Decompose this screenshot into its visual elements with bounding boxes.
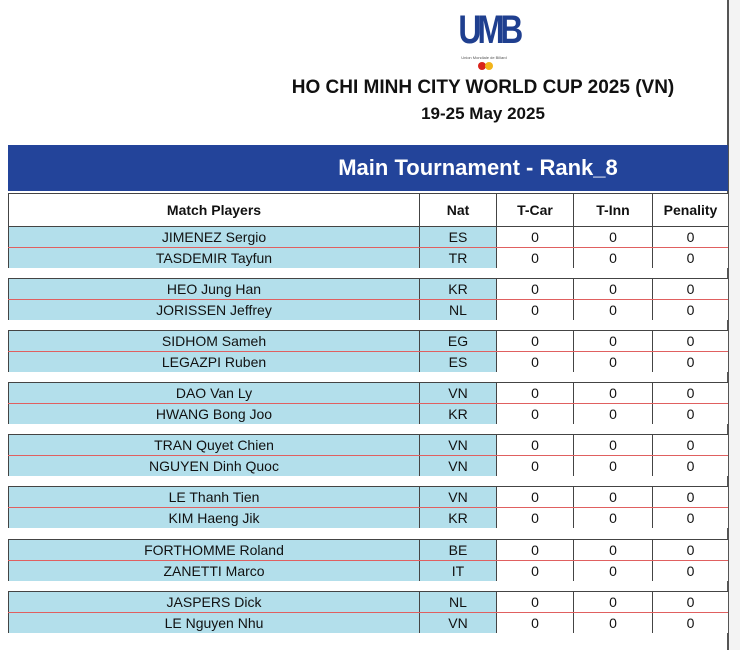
player-tcar: 0 bbox=[496, 300, 573, 320]
player-name: HWANG Bong Joo bbox=[8, 404, 419, 424]
player-tcar: 0 bbox=[496, 487, 573, 507]
player-tcar: 0 bbox=[496, 561, 573, 581]
player-row bbox=[8, 540, 728, 561]
player-penalty: 0 bbox=[652, 227, 728, 247]
logo-text: UMB bbox=[458, 8, 520, 52]
header-nat: Nat bbox=[419, 194, 496, 227]
player-row bbox=[8, 279, 728, 300]
player-nat: VN bbox=[419, 487, 496, 507]
player-tinn: 0 bbox=[573, 540, 652, 560]
player-name: ZANETTI Marco bbox=[8, 561, 419, 581]
player-row bbox=[8, 613, 728, 633]
player-tinn: 0 bbox=[573, 383, 652, 403]
player-penalty: 0 bbox=[652, 279, 728, 299]
player-penalty: 0 bbox=[652, 435, 728, 455]
player-tinn: 0 bbox=[573, 248, 652, 268]
player-name: JORISSEN Jeffrey bbox=[8, 300, 419, 320]
player-name: LE Nguyen Nhu bbox=[8, 613, 419, 633]
header-tcar: T-Car bbox=[496, 194, 573, 227]
match-group bbox=[8, 486, 728, 528]
player-nat: VN bbox=[419, 383, 496, 403]
player-penalty: 0 bbox=[652, 592, 728, 612]
player-tinn: 0 bbox=[573, 352, 652, 372]
table-header bbox=[8, 193, 728, 228]
player-name: LE Thanh Tien bbox=[8, 487, 419, 507]
player-row bbox=[8, 227, 728, 248]
player-tcar: 0 bbox=[496, 508, 573, 528]
player-row bbox=[8, 487, 728, 508]
player-tcar: 0 bbox=[496, 227, 573, 247]
player-tinn: 0 bbox=[573, 592, 652, 612]
player-tinn: 0 bbox=[573, 613, 652, 633]
section-banner bbox=[8, 145, 728, 191]
player-penalty: 0 bbox=[652, 540, 728, 560]
player-name: JASPERS Dick bbox=[8, 592, 419, 612]
player-nat: ES bbox=[419, 352, 496, 372]
player-nat: VN bbox=[419, 456, 496, 476]
player-tcar: 0 bbox=[496, 540, 573, 560]
logo-yellow-dot bbox=[485, 62, 493, 70]
player-tcar: 0 bbox=[496, 331, 573, 351]
player-row bbox=[8, 561, 728, 581]
event-title: HO CHI MINH CITY WORLD CUP 2025 (VN) bbox=[291, 77, 675, 98]
logo-subtitle: Union Mondiale de Billard bbox=[461, 55, 507, 60]
player-tinn: 0 bbox=[573, 561, 652, 581]
player-tcar: 0 bbox=[496, 248, 573, 268]
player-penalty: 0 bbox=[652, 300, 728, 320]
player-name: DAO Van Ly bbox=[8, 383, 419, 403]
player-penalty: 0 bbox=[652, 352, 728, 372]
player-nat: KR bbox=[419, 279, 496, 299]
player-penalty: 0 bbox=[652, 248, 728, 268]
player-name: TRAN Quyet Chien bbox=[8, 435, 419, 455]
player-name: FORTHOMME Roland bbox=[8, 540, 419, 560]
player-tinn: 0 bbox=[573, 487, 652, 507]
player-penalty: 0 bbox=[652, 383, 728, 403]
player-tinn: 0 bbox=[573, 404, 652, 424]
player-tcar: 0 bbox=[496, 383, 573, 403]
match-group bbox=[8, 434, 728, 476]
player-tcar: 0 bbox=[496, 613, 573, 633]
section-title: Main Tournament - Rank_8 bbox=[338, 155, 618, 180]
umb-logo bbox=[452, 8, 520, 70]
player-penalty: 0 bbox=[652, 404, 728, 424]
player-nat: KR bbox=[419, 508, 496, 528]
match-group bbox=[8, 539, 728, 581]
player-penalty: 0 bbox=[652, 561, 728, 581]
player-nat: TR bbox=[419, 248, 496, 268]
player-name: SIDHOM Sameh bbox=[8, 331, 419, 351]
header-tinn: T-Inn bbox=[573, 194, 652, 227]
player-row bbox=[8, 300, 728, 320]
player-nat: EG bbox=[419, 331, 496, 351]
player-nat: ES bbox=[419, 227, 496, 247]
player-tcar: 0 bbox=[496, 352, 573, 372]
player-name: KIM Haeng Jik bbox=[8, 508, 419, 528]
player-tinn: 0 bbox=[573, 456, 652, 476]
header-players: Match Players bbox=[8, 194, 419, 227]
match-group bbox=[8, 330, 728, 372]
player-tcar: 0 bbox=[496, 404, 573, 424]
player-penalty: 0 bbox=[652, 331, 728, 351]
match-group bbox=[8, 591, 728, 633]
player-nat: BE bbox=[419, 540, 496, 560]
player-name: LEGAZPI Ruben bbox=[8, 352, 419, 372]
header-penalty: Penality bbox=[652, 194, 728, 227]
player-name: JIMENEZ Sergio bbox=[8, 227, 419, 247]
player-penalty: 0 bbox=[652, 508, 728, 528]
player-tinn: 0 bbox=[573, 227, 652, 247]
match-group bbox=[8, 382, 728, 424]
player-name: TASDEMIR Tayfun bbox=[8, 248, 419, 268]
player-row bbox=[8, 592, 728, 613]
player-row bbox=[8, 435, 728, 456]
player-penalty: 0 bbox=[652, 487, 728, 507]
player-nat: VN bbox=[419, 613, 496, 633]
player-tcar: 0 bbox=[496, 279, 573, 299]
player-tcar: 0 bbox=[496, 456, 573, 476]
player-penalty: 0 bbox=[652, 456, 728, 476]
player-nat: VN bbox=[419, 435, 496, 455]
player-tinn: 0 bbox=[573, 279, 652, 299]
player-nat: NL bbox=[419, 592, 496, 612]
player-tinn: 0 bbox=[573, 435, 652, 455]
player-tinn: 0 bbox=[573, 331, 652, 351]
player-tinn: 0 bbox=[573, 300, 652, 320]
player-row bbox=[8, 331, 728, 352]
player-row bbox=[8, 248, 728, 268]
player-row bbox=[8, 508, 728, 528]
player-penalty: 0 bbox=[652, 613, 728, 633]
player-name: NGUYEN Dinh Quoc bbox=[8, 456, 419, 476]
player-nat: IT bbox=[419, 561, 496, 581]
player-nat: KR bbox=[419, 404, 496, 424]
player-row bbox=[8, 456, 728, 476]
event-dates: 19-25 May 2025 bbox=[421, 104, 545, 123]
player-tinn: 0 bbox=[573, 508, 652, 528]
player-row bbox=[8, 352, 728, 372]
player-nat: NL bbox=[419, 300, 496, 320]
player-tcar: 0 bbox=[496, 592, 573, 612]
player-row bbox=[8, 383, 728, 404]
match-group bbox=[8, 226, 728, 268]
player-tcar: 0 bbox=[496, 435, 573, 455]
player-row bbox=[8, 404, 728, 424]
match-group bbox=[8, 278, 728, 320]
player-name: HEO Jung Han bbox=[8, 279, 419, 299]
